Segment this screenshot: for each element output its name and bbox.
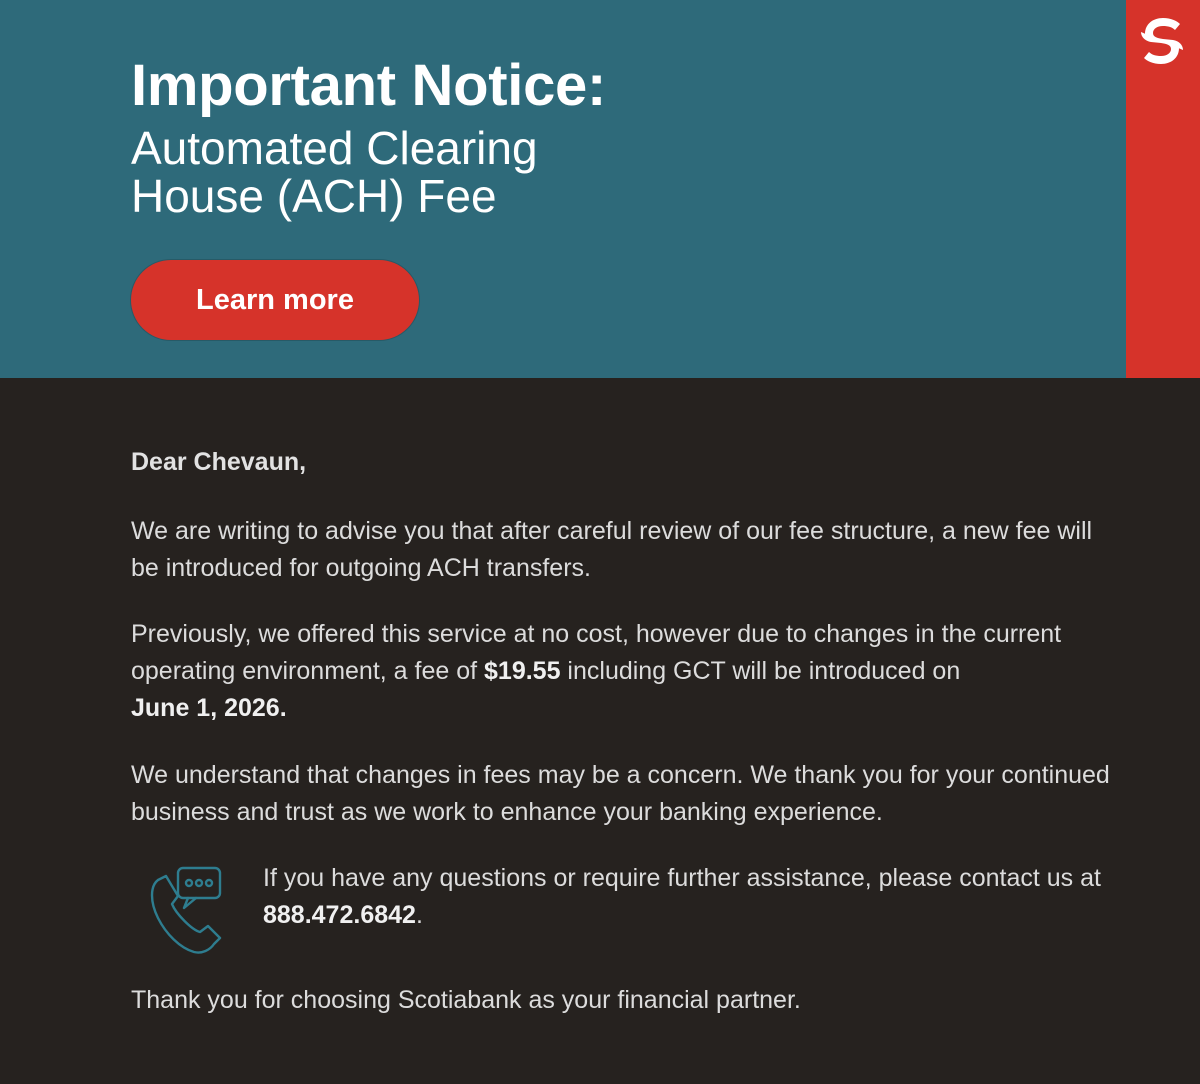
notice-subtitle-line2: House (ACH) Fee <box>131 170 497 222</box>
greeting: Dear Chevaun, <box>131 448 307 476</box>
contact-paragraph <box>263 860 1103 934</box>
notice-subtitle <box>131 124 731 220</box>
fee-amount: $19.55 <box>484 657 561 685</box>
closing-line: Thank you for choosing Scotiabank as your financial partner. <box>131 986 801 1014</box>
learn-more-button[interactable]: Learn more <box>131 260 419 340</box>
fee-details-text-2: including GCT will be introduced on <box>560 657 961 685</box>
phone-chat-icon <box>148 862 224 954</box>
fee-effective-date: June 1, 2026. <box>131 694 287 722</box>
phone-number-link[interactable]: 888.472.6842 <box>263 901 416 929</box>
notice-subtitle-line1: Automated Clearing <box>131 122 538 174</box>
notice-title: Important Notice: <box>131 53 607 118</box>
notice-header <box>0 0 1126 378</box>
scotiabank-logo-icon[interactable] <box>1139 14 1185 68</box>
brand-strip <box>1126 0 1200 378</box>
fee-details-text: Previously, we offered this service at no cost, however due to changes in the current operating environment, a fee of <box>131 620 1062 685</box>
paragraph-fee-details <box>131 616 1111 727</box>
paragraph-fee-intro: We are writing to advise you that after careful review of our fee structure, a new fee will be introduced for outgoing ACH transfers. <box>131 517 1093 582</box>
contact-text-end: . <box>415 901 423 929</box>
contact-text: If you have any questions or require further assistance, please contact us at <box>263 864 1101 892</box>
paragraph-appreciation: We understand that changes in fees may be a concern. We thank you for your continued business and trust as we work to enhance your banking experience. <box>131 761 1110 826</box>
